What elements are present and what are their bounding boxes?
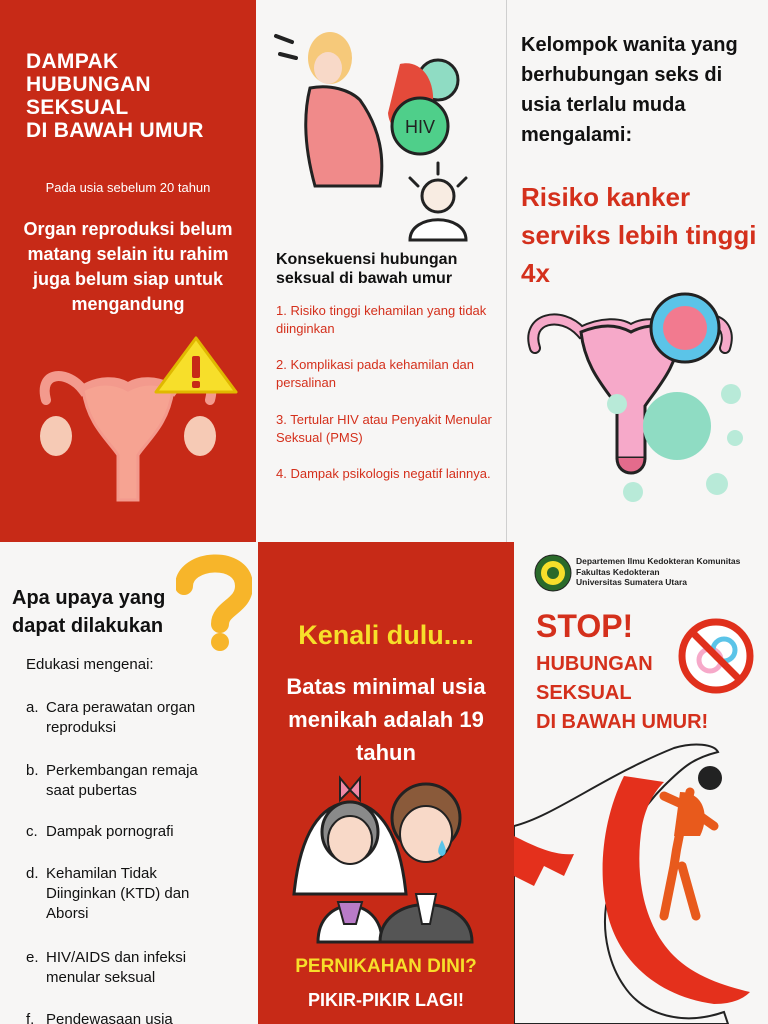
consequence-item: 1. Risiko tinggi kehamilan yang tidak diinginkan: [276, 303, 487, 336]
panel1-subtitle: Pada usia sebelum 20 tahun: [45, 180, 211, 195]
upaya-heading: Apa upaya yang dapat dilakukan: [12, 587, 166, 637]
consequence-item: 4. Dampak psikologis negatif lainnya.: [276, 466, 491, 481]
hand-lifting-person-illustration: [514, 736, 768, 1024]
edu-label: Edukasi mengenai:: [26, 656, 154, 673]
hiv-consequences-illustration: [270, 18, 498, 243]
consequence-item: 2. Komplikasi pada kehamilan dan persalinan: [276, 357, 475, 390]
list-item: d. Kehamilan Tidak Diinginkan (KTD) dan Aborsi: [26, 865, 190, 922]
group-heading: Kelompok wanita yang berhubungan seks di usia terlalu muda mengalami:: [521, 34, 738, 146]
panel-kelompok: [506, 0, 768, 542]
panel-dampak: [0, 0, 256, 542]
list-item: f. Pendewasaan usia: [26, 1011, 173, 1024]
department-name: Departemen Ilmu Kedokteran Komunitas Fakultas Kedokteran Universitas Sumatera Utara: [576, 556, 741, 587]
kenali-heading: Kenali dulu....: [298, 620, 474, 650]
question-mark-icon: [176, 552, 252, 652]
uterus-virus-icon: [521, 288, 755, 508]
stop-message: HUBUNGAN SEKSUAL DI BAWAH UMUR!: [536, 653, 709, 733]
pernikahan-dini-text: PERNIKAHAN DINI?: [295, 956, 477, 977]
panel1-title: DAMPAK HUBUNGAN SEKSUAL DI BAWAH UMUR: [26, 50, 204, 142]
list-item: b. Perkembangan remaja saat pubertas: [26, 762, 198, 799]
uterus-warning-icon: [28, 330, 244, 510]
cervical-risk-text: Risiko kanker serviks lebih tinggi 4x: [521, 182, 757, 288]
pikir-lagi-text: PIKIR-PIKIR LAGI!: [308, 990, 464, 1010]
panel-stop: [514, 542, 768, 1024]
hiv-label: HIV: [404, 117, 436, 137]
consequence-item: 3. Tertular HIV atau Penyakit Menular Seksual (PMS): [276, 412, 492, 445]
list-item: e. HIV/AIDS dan infeksi menular seksual: [26, 949, 187, 986]
panel-kenali: [258, 542, 514, 1024]
panel-upaya: [0, 542, 258, 1024]
university-seal-logo: [534, 554, 572, 592]
bride-groom-icon: [290, 774, 482, 944]
list-item: c. Dampak pornografi: [26, 823, 174, 840]
stop-heading: STOP!: [536, 608, 634, 644]
consequences-heading: Konsekuensi hubungan seksual di bawah umur: [276, 251, 458, 287]
list-item: a. Cara perawatan organ reproduksi: [26, 699, 196, 736]
panel1-body: Organ reproduksi belum matang selain itu rahim juga belum siap untuk mengandung: [23, 219, 233, 314]
prohibited-gender-icon: [676, 616, 756, 696]
batas-usia-text: Batas minimal usia menikah adalah 19 tahun: [286, 674, 486, 765]
panel-konsekuensi: [256, 0, 506, 542]
